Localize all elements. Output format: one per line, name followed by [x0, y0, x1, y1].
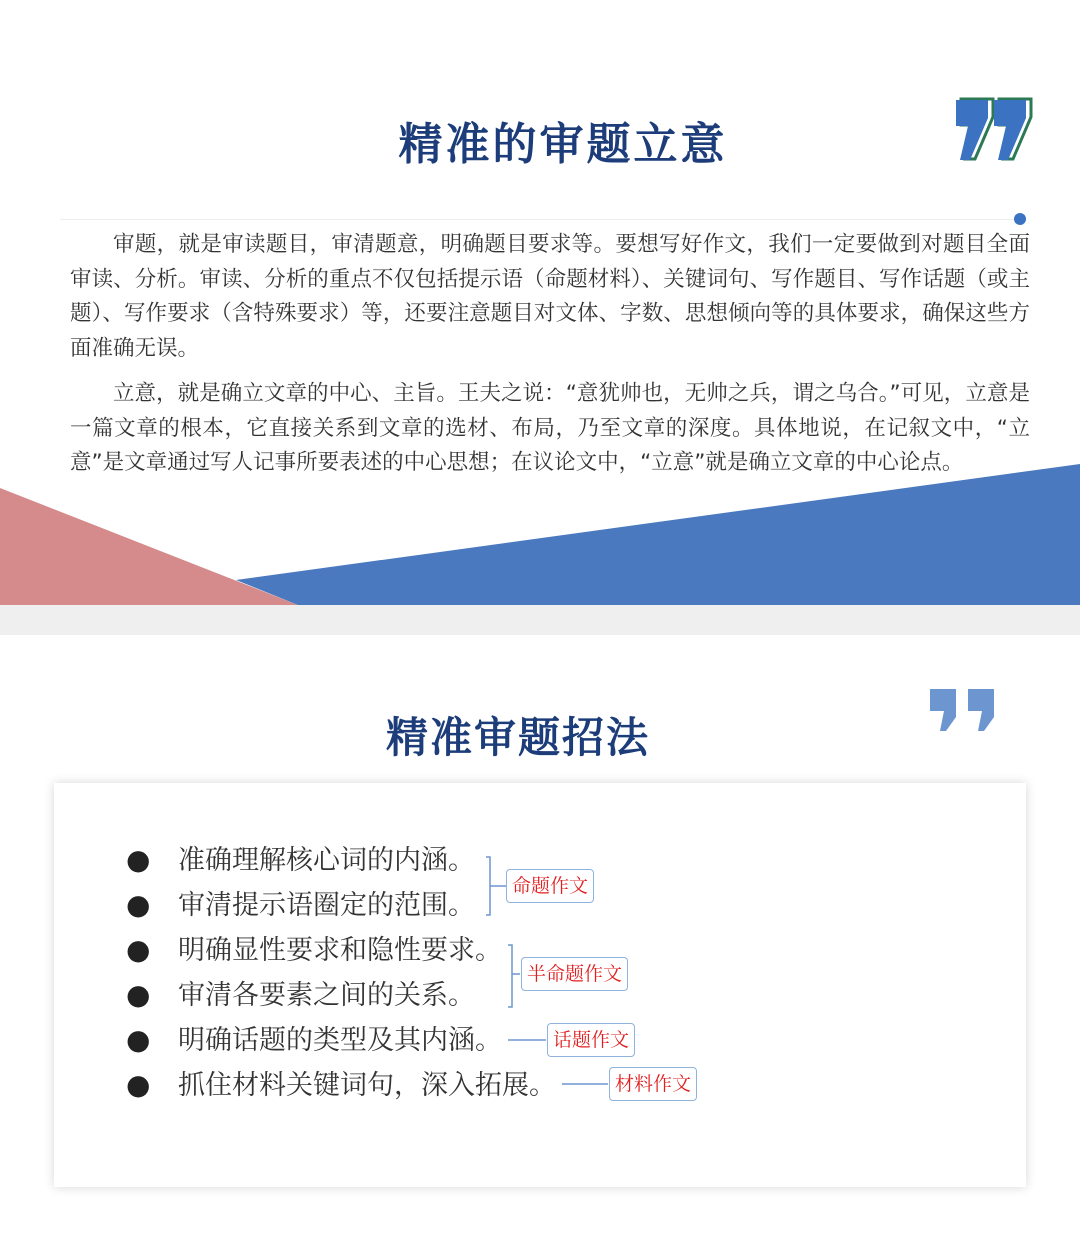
bullet-icon: ● [126, 1068, 151, 1101]
slide-review-and-theme [0, 0, 1080, 605]
tag-huati: 话题作文 [547, 1023, 635, 1057]
red-triangle-shape [0, 488, 298, 605]
tip-item [126, 975, 475, 1015]
tip-item [126, 930, 502, 970]
bullet-icon: ● [126, 843, 151, 876]
slide-exam-tips [0, 635, 1080, 1243]
slide-title: 精准的审题立意 [398, 119, 728, 170]
tip-text: 明确显性要求和隐性要求。 [178, 935, 502, 966]
tip-item [126, 1020, 502, 1060]
tip-item [126, 1065, 556, 1105]
bullet-icon: ● [126, 1023, 151, 1056]
blue-triangle-shape [236, 464, 1080, 605]
tag-banmingti: 半命题作文 [521, 957, 628, 991]
bullet-icon: ● [126, 978, 151, 1011]
accent-dot [1014, 213, 1026, 225]
section-separator [0, 605, 1080, 635]
tip-text: 审清各要素之间的关系。 [178, 980, 475, 1011]
tag-cailiao: 材料作文 [609, 1067, 697, 1101]
tip-text: 审清提示语圈定的范围。 [178, 890, 475, 921]
tip-item [126, 885, 475, 925]
slide-title: 精准审题招法 [385, 713, 650, 762]
tip-item [126, 840, 475, 880]
tag-mingti: 命题作文 [506, 869, 594, 903]
paragraph-shenti: 审题，就是审读题目，审清题意，明确题目要求等。要想写好作文，我们一定要做到对题目全面审读、分析。审读、分析的重点不仅包括提示语（命题材料）、关键词句、写作题目、写作话题（或主题）、写作要求（含特殊要求）等，还要注意题目对文体、字数、思想倾向等的具体要求，确保这些方面准确无误。 [70, 232, 1030, 361]
tip-text: 抓住材料关键词句，深入拓展。 [178, 1070, 556, 1101]
tip-text: 准确理解核心词的内涵。 [178, 845, 475, 876]
paragraph-liyi: 立意，就是确立文章的中心、主旨。王夫之说：“意犹帅也，无帅之兵，谓之乌合。”可见，立意是一篇文章的根本，它直接关系到文章的选材、布局，乃至文章的深度。具体地说，在记叙文中，“立意”是文章通过写人记事所要表述的中心思想；在议论文中，“立意”就是确立文章的中心论点。 [70, 381, 1030, 475]
bullet-icon: ● [126, 888, 151, 921]
tip-text: 明确话题的类型及其内涵。 [178, 1025, 502, 1056]
divider-line [60, 219, 1020, 220]
bullet-icon: ● [126, 933, 151, 966]
quote-mark-icon [950, 96, 1036, 162]
quote-mark-icon [928, 687, 998, 733]
